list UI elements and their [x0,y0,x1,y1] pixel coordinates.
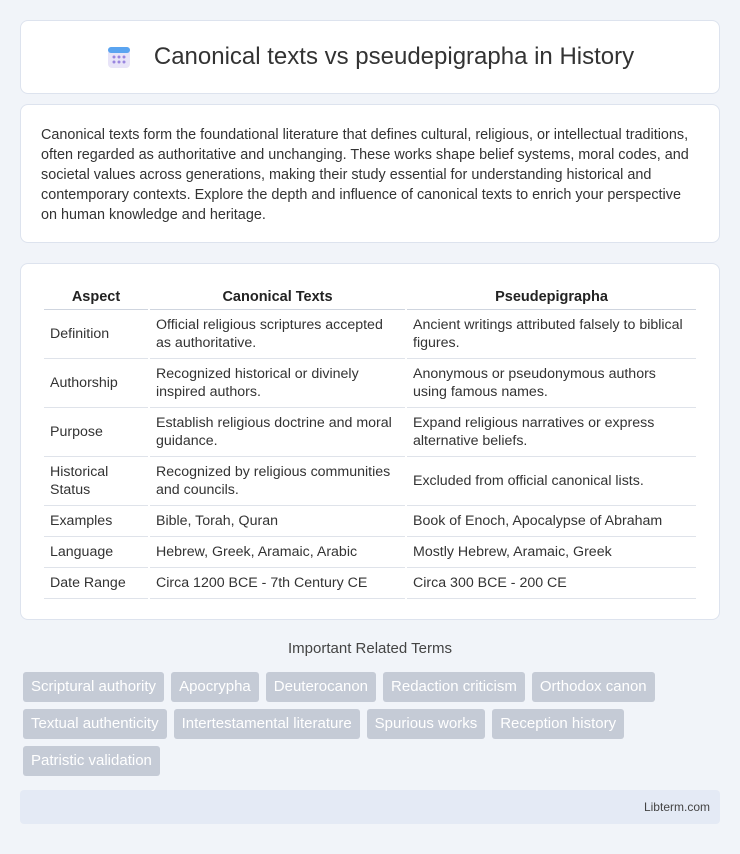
table-row [44,359,696,408]
related-terms-title: Important Related Terms [288,640,452,657]
row-canonical: Bible, Torah, Quran [150,506,405,537]
row-pseudepigrapha: Expand religious narratives or express alternative beliefs. [407,408,696,457]
row-aspect: Language [44,537,148,568]
related-term-tag[interactable]: Apocrypha [171,672,259,702]
row-canonical: Recognized by religious communities and councils. [150,457,405,506]
row-pseudepigrapha: Circa 300 BCE - 200 CE [407,568,696,599]
related-term-tag[interactable]: Redaction criticism [383,672,525,702]
related-term-tag[interactable]: Deuterocanon [266,672,376,702]
row-pseudepigrapha: Ancient writings attributed falsely to biblical figures. [407,310,696,359]
comparison-table [42,284,698,599]
row-canonical: Recognized historical or divinely inspired authors. [150,359,405,408]
related-terms-list [23,672,723,776]
related-term-tag[interactable]: Textual authenticity [23,709,167,739]
table-row [44,506,696,537]
title-card [20,20,720,94]
row-canonical: Official religious scriptures accepted as authoritative. [150,310,405,359]
calendar-icon [106,44,132,70]
table-row [44,537,696,568]
header-pseudepigrapha: Pseudepigrapha [407,284,696,310]
row-canonical: Establish religious doctrine and moral guidance. [150,408,405,457]
related-term-tag[interactable]: Scriptural authority [23,672,164,702]
related-term-tag[interactable]: Reception history [492,709,624,739]
table-row [44,457,696,506]
table-row [44,408,696,457]
row-aspect: Definition [44,310,148,359]
row-pseudepigrapha: Anonymous or pseudonymous authors using famous names. [407,359,696,408]
row-canonical: Circa 1200 BCE - 7th Century CE [150,568,405,599]
comparison-table-card [20,263,720,620]
row-aspect: Historical Status [44,457,148,506]
page-title: Canonical texts vs pseudepigrapha in History [153,43,635,70]
footer [20,790,720,824]
row-aspect: Date Range [44,568,148,599]
table-header-row [44,284,696,310]
table-row [44,568,696,599]
header-aspect: Aspect [44,284,148,310]
intro-card [20,104,720,243]
header-canonical: Canonical Texts [150,284,405,310]
related-term-tag[interactable]: Patristic validation [23,746,160,776]
related-term-tag[interactable]: Orthodox canon [532,672,655,702]
row-pseudepigrapha: Mostly Hebrew, Aramaic, Greek [407,537,696,568]
row-aspect: Purpose [44,408,148,457]
table-row [44,310,696,359]
related-term-tag[interactable]: Spurious works [367,709,486,739]
footer-site-link[interactable]: Libterm.com [643,800,710,814]
intro-text: Canonical texts form the foundational literature that defines cultural, religious, or intellectual traditions, often regarded as authoritative and unchanging. These works shape belief systems, moral codes, and societal values across generations, making their study essential for understanding historical and contemporary contexts. Explore the depth and influence of canonical texts to enrich your perspective on human knowledge and heritage. [41,127,689,223]
row-pseudepigrapha: Book of Enoch, Apocalypse of Abraham [407,506,696,537]
row-canonical: Hebrew, Greek, Aramaic, Arabic [150,537,405,568]
related-term-tag[interactable]: Intertestamental literature [174,709,360,739]
row-pseudepigrapha: Excluded from official canonical lists. [407,457,696,506]
row-aspect: Examples [44,506,148,537]
row-aspect: Authorship [44,359,148,408]
